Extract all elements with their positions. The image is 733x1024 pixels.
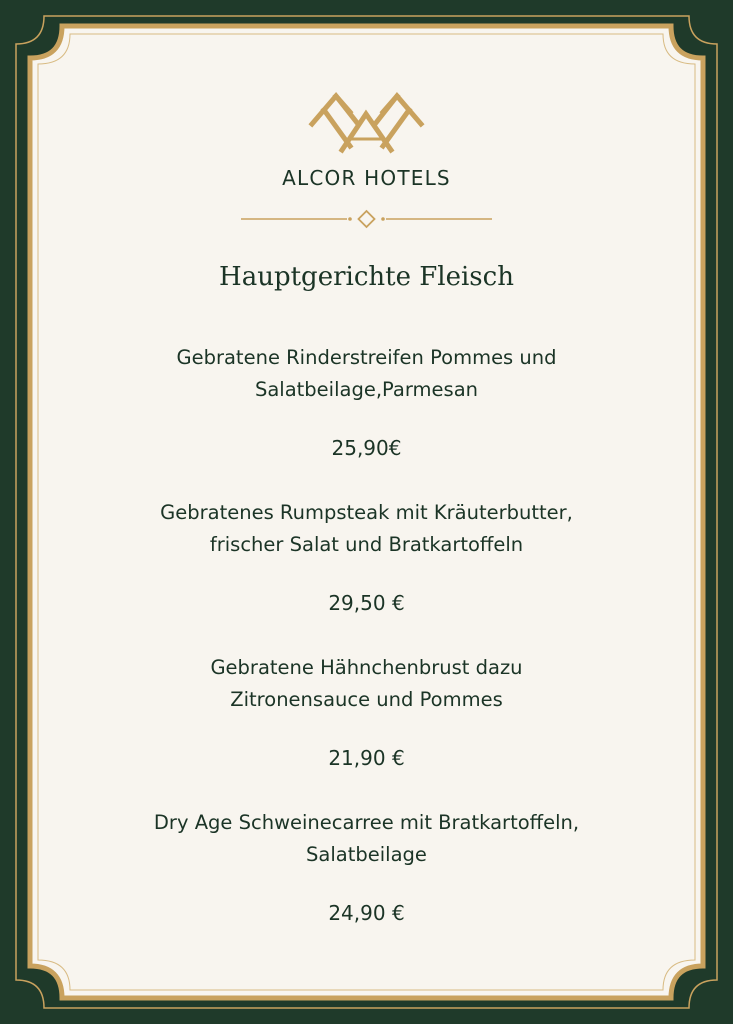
menu-item [36, 652, 697, 807]
dish-price: 24,90 € [328, 901, 405, 925]
menu-items-list [36, 342, 697, 962]
diamond-divider-icon [241, 208, 492, 230]
dish-line-2: Zitronensauce und Pommes [230, 688, 503, 711]
dish-line-1: Gebratene Rinderstreifen Pommes und [176, 346, 557, 369]
dish-price: 21,90 € [328, 746, 405, 770]
menu-page [36, 32, 697, 992]
dish-line-2: Salatbeilage,Parmesan [254, 378, 479, 401]
menu-section-title: Hauptgerichte Fleisch [219, 262, 514, 292]
alcor-monogram-logo-icon [306, 84, 427, 162]
dish-line-2: Salatbeilage [306, 843, 427, 866]
brand-name: ALCOR HOTELS [282, 166, 451, 190]
menu-item [36, 497, 697, 652]
dish-description [36, 807, 697, 871]
dish-line-1: Dry Age Schweinecarree mit Bratkartoffeln, [153, 811, 580, 834]
dish-price: 29,50 € [328, 591, 405, 615]
dish-line-1: Gebratene Hähnchenbrust dazu [210, 656, 523, 679]
dish-line-1: Gebratenes Rumpsteak mit Kräuterbutter, [160, 501, 573, 524]
dish-description [36, 652, 697, 716]
dish-description [36, 342, 697, 406]
menu-item [36, 807, 697, 962]
dish-price: 25,90€ [331, 436, 402, 460]
dish-line-2: frischer Salat und Bratkartoffeln [209, 533, 524, 556]
menu-item [36, 342, 697, 497]
dish-description [36, 497, 697, 561]
